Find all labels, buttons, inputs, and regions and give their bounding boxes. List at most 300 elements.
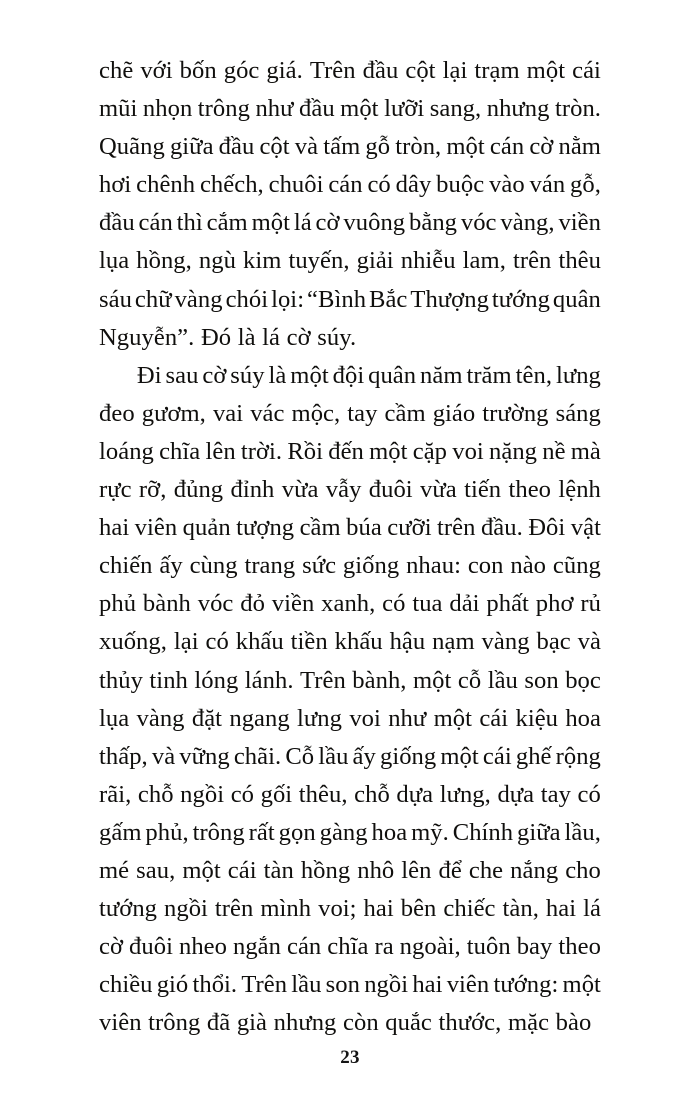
text-line (99, 281, 601, 319)
word: ngắn (232, 933, 281, 961)
word-space (231, 319, 238, 357)
word: nặng (489, 437, 538, 465)
word-space (256, 319, 263, 357)
word: nắng (510, 856, 559, 884)
word: phất (486, 590, 529, 618)
word: một (562, 971, 601, 999)
word: giáo (432, 399, 476, 427)
word: vai (212, 399, 244, 427)
word: loáng (99, 437, 154, 465)
word: hai (99, 514, 130, 542)
word: trông (192, 818, 245, 846)
word: vẫy (325, 476, 362, 504)
word: lụa (99, 247, 130, 275)
word: là (237, 323, 256, 351)
word: nhiễu (400, 247, 456, 275)
word: đầu (99, 209, 135, 237)
word: giống (342, 552, 400, 580)
word: gọn (278, 818, 316, 846)
word: hoa (565, 704, 601, 732)
text-line (99, 700, 601, 738)
word: ra (374, 933, 394, 961)
word: Chính (452, 818, 514, 846)
word: tuôn (466, 933, 511, 961)
word: Trên (300, 666, 346, 694)
paragraph-1 (99, 52, 601, 357)
word: nhô (357, 856, 395, 884)
word: phủ (99, 590, 137, 618)
word: trông (148, 1009, 201, 1037)
word: lại (173, 628, 199, 656)
word: gươm, (141, 399, 206, 427)
word: vác (250, 399, 285, 427)
word: khấu (235, 628, 284, 656)
text-line (99, 662, 601, 700)
word: lóng (194, 666, 239, 694)
word: thì (176, 209, 203, 237)
word: một (251, 209, 290, 237)
word: một (433, 704, 473, 732)
word: cán (328, 171, 363, 199)
word: gàng (319, 818, 368, 846)
word: nhọn (142, 95, 193, 123)
word: vóc (460, 209, 497, 237)
text-line (99, 966, 601, 1004)
text-line (99, 852, 601, 890)
word: sức (302, 552, 337, 580)
word: chãi. (233, 742, 282, 770)
word: hai (412, 971, 443, 999)
text-line (99, 776, 601, 814)
word: vừa (281, 476, 319, 504)
word: mộc, (291, 399, 341, 427)
word: cột (259, 133, 290, 161)
word: trời. (240, 437, 283, 465)
text-line (99, 1004, 601, 1042)
word: hai (545, 895, 577, 923)
word: sáu (99, 285, 132, 313)
word: mé (99, 856, 130, 884)
word: bành (142, 590, 191, 618)
word: búa (346, 514, 382, 542)
word: sáng (555, 399, 601, 427)
word: ngồi (364, 971, 409, 999)
word: hồng, (136, 247, 192, 275)
word: chuôi (268, 171, 324, 199)
word: lại (442, 57, 468, 84)
word-space (311, 319, 318, 357)
word: giữa (517, 818, 561, 846)
word: hai (363, 895, 394, 923)
word: rất (248, 818, 275, 846)
word: tay (540, 780, 571, 808)
word: tướng (491, 285, 550, 313)
word: trăm (466, 361, 512, 389)
text-line (99, 890, 601, 928)
word: một (446, 133, 485, 161)
word: ngang (229, 704, 290, 732)
word: đỉnh (230, 476, 275, 504)
word-space (142, 1004, 149, 1042)
text-line (99, 471, 601, 509)
text-line (99, 242, 601, 280)
word: chếch, (199, 171, 264, 199)
word: sau (165, 361, 199, 389)
word: xuống, (99, 628, 167, 656)
word: một (412, 666, 452, 694)
word: Trên (309, 57, 356, 84)
word: ngù (198, 247, 236, 275)
word: đủng (173, 476, 224, 504)
word: ghế (515, 742, 552, 770)
word: đã (206, 1009, 231, 1037)
word: chẽ (99, 57, 134, 84)
word: voi; (318, 895, 357, 923)
word: sang, (429, 95, 482, 123)
word: đuôi (129, 933, 173, 961)
word: che (468, 856, 504, 884)
word: đầu (299, 95, 335, 123)
word: Rồi (287, 437, 324, 465)
word: nhưng (273, 1009, 337, 1037)
word: lưng, (439, 780, 491, 808)
word: trên (214, 895, 254, 923)
word: tướng: (493, 971, 559, 999)
word-space (379, 1004, 386, 1042)
word-space (549, 1004, 556, 1042)
word: lên (205, 437, 236, 465)
word: lá (262, 323, 281, 351)
word: mình (260, 895, 312, 923)
word-space (230, 1004, 237, 1042)
word: trạm (474, 57, 520, 84)
word: vào (489, 171, 525, 199)
word: cờ (99, 933, 124, 961)
text-line (99, 623, 601, 661)
word: tay (347, 399, 378, 427)
word: Đôi (528, 514, 566, 542)
word: Đó (200, 323, 232, 351)
word-space (432, 1004, 439, 1042)
word: một (290, 361, 329, 389)
word: hoa (371, 818, 408, 846)
word: phơ (535, 590, 574, 618)
word: ấy (352, 742, 376, 770)
word: súy (230, 361, 265, 389)
word: son (325, 971, 360, 999)
word: theo (508, 476, 552, 504)
word: mặc (507, 1009, 550, 1037)
word: khấu (334, 628, 383, 656)
word: là (268, 361, 287, 389)
word: voi (349, 704, 381, 732)
word: vuông (343, 209, 406, 237)
word: tiến (464, 476, 502, 504)
word: trường (482, 399, 549, 427)
word: dải (449, 590, 480, 618)
word: trên (512, 247, 552, 275)
word: và (577, 628, 601, 656)
word: và (294, 133, 319, 161)
word-space (336, 1004, 343, 1042)
word: con (467, 552, 504, 580)
word: gỗ (365, 133, 391, 161)
word: dựa (497, 780, 535, 808)
word: lá (583, 895, 601, 923)
word: cầm (299, 514, 341, 542)
word: tua (412, 590, 443, 618)
word: chữ (134, 285, 172, 313)
word: bay (516, 933, 553, 961)
word: lầu (318, 742, 349, 770)
word: bào (555, 1009, 592, 1037)
word: thấp, (99, 742, 148, 770)
word: hậu (389, 628, 426, 656)
word: viên (134, 514, 178, 542)
word: buộc (436, 171, 485, 199)
word: mỹ. (411, 818, 449, 846)
word: vững (179, 742, 230, 770)
word: cái (479, 704, 509, 732)
word: lọi: (271, 285, 305, 313)
word: lưỡi (384, 95, 425, 123)
word: trên (437, 514, 476, 542)
page-text-block (99, 52, 601, 1042)
word: thước, (438, 1009, 502, 1037)
text-line (99, 319, 601, 357)
word: để (438, 856, 462, 884)
word: có (382, 590, 406, 618)
word: kiệu (515, 704, 559, 732)
word: ấy (159, 552, 183, 580)
word: chĩa (327, 933, 369, 961)
word: như (388, 704, 427, 732)
word: theo (558, 933, 601, 961)
word: thêu, (298, 780, 348, 808)
word: vàng (136, 704, 185, 732)
text-line (99, 928, 601, 966)
word: dựa (396, 780, 434, 808)
word: bạc (536, 628, 571, 656)
text-line (99, 814, 601, 852)
word: rộng (555, 742, 601, 770)
word: quản (182, 514, 231, 542)
word: như (255, 95, 294, 123)
word: gối (260, 780, 293, 808)
text-line (99, 166, 601, 204)
word: cái (572, 57, 601, 84)
word: rỡ, (138, 476, 167, 504)
text-line (99, 433, 601, 471)
word: góc (223, 57, 260, 84)
word: nhau: (406, 552, 461, 580)
word: Trên (241, 971, 288, 999)
word: Quãng (99, 133, 165, 161)
word: chênh (136, 171, 196, 199)
word: ván (529, 171, 566, 199)
word: đuôi (368, 476, 413, 504)
word: chỗ (137, 780, 174, 808)
word: tiền (290, 628, 328, 656)
word: gỗ, (570, 171, 601, 199)
word: ngoài, (399, 933, 461, 961)
word: cờ (529, 133, 554, 161)
word: đội (332, 361, 365, 389)
word: nằm (558, 133, 601, 161)
word: hồng (300, 856, 351, 884)
text-line (99, 509, 601, 547)
word: đầu. (480, 514, 523, 542)
word: đeo (99, 399, 135, 427)
word-space (200, 1004, 207, 1042)
word: tuyến, (288, 247, 350, 275)
word: chiều (99, 971, 153, 999)
word: cột (405, 57, 436, 84)
word: viên (446, 971, 490, 999)
word: cùng (189, 552, 238, 580)
word: cũng (552, 552, 601, 580)
word: cỗ (457, 666, 482, 694)
word: lên (401, 856, 432, 884)
word: tròn, (395, 133, 442, 161)
word: cưỡi (387, 514, 432, 542)
word: già (236, 1009, 268, 1037)
word: sau, (136, 856, 176, 884)
text-line (99, 204, 601, 242)
text-line (99, 395, 601, 433)
word: cặp (412, 437, 448, 465)
word: còn (343, 1009, 379, 1037)
word-space (280, 319, 287, 357)
word: phủ, (145, 818, 189, 846)
word: thổi. (192, 971, 238, 999)
word: lụa (99, 704, 130, 732)
word: chói (225, 285, 269, 313)
page-number: 23 (340, 1047, 360, 1068)
word: với (140, 57, 173, 84)
text-line (99, 128, 601, 166)
word: một (440, 742, 479, 770)
text-line (99, 90, 601, 128)
text-line (99, 52, 601, 90)
word: vật (570, 514, 601, 542)
word: trông (197, 95, 250, 123)
text-line (99, 738, 601, 776)
word: nề (542, 437, 566, 465)
word: cán (287, 933, 322, 961)
word: cờ (315, 209, 340, 237)
word: cắm (206, 209, 248, 237)
word: bằng (409, 209, 458, 237)
word: cờ (286, 323, 311, 351)
word: lầu (487, 666, 518, 694)
word: lam, (462, 247, 506, 275)
word: chiếc (443, 895, 496, 923)
word: chĩa (159, 437, 201, 465)
word: bành, (352, 666, 407, 694)
word: vàng (481, 628, 530, 656)
word: giống (379, 742, 437, 770)
word-space (267, 1004, 274, 1042)
word: viền (271, 590, 315, 618)
word: nào (510, 552, 547, 580)
word: viền (558, 209, 601, 237)
word: hơi (99, 171, 132, 199)
word: ngồi (180, 780, 225, 808)
word: nhưng (486, 95, 550, 123)
word: cái (227, 856, 257, 884)
word: tinh (149, 666, 188, 694)
text-line (99, 547, 601, 585)
word: cho (565, 856, 601, 884)
word: rực (99, 476, 132, 504)
word: thêu (558, 247, 601, 275)
word: tròn. (554, 95, 601, 123)
word: quắc (385, 1009, 432, 1037)
word: lầu (291, 971, 322, 999)
word: gió (156, 971, 189, 999)
word: cờ (202, 361, 227, 389)
word: son (524, 666, 559, 694)
word: lưng (297, 704, 342, 732)
word: mũi (99, 95, 138, 123)
word: tấm (323, 133, 361, 161)
word: rãi, (99, 780, 132, 808)
word: cán (489, 133, 525, 161)
word: tàn (263, 856, 294, 884)
word: vàng, (500, 209, 555, 237)
paragraph-indent (99, 357, 133, 395)
word: có (230, 780, 255, 808)
word: voi (452, 437, 484, 465)
word: rủ (580, 590, 601, 618)
word: ngồi (164, 895, 208, 923)
word: một (526, 57, 566, 84)
word: quân (368, 361, 417, 389)
word: xanh, (321, 590, 376, 618)
word: đỏ (240, 590, 265, 618)
word: nạm (432, 628, 475, 656)
word: lầu, (564, 818, 601, 846)
word: quân (552, 285, 601, 313)
word: có (367, 171, 391, 199)
word: giữa (169, 133, 214, 161)
word: đầu (362, 57, 399, 84)
word: bên (400, 895, 437, 923)
word: súy. (317, 323, 357, 351)
word: một (369, 437, 408, 465)
word: gấm (99, 818, 142, 846)
word-space (501, 1004, 508, 1042)
word: đầu (218, 133, 255, 161)
word: Bắc (369, 285, 408, 313)
word: Nguyễn”. (99, 323, 195, 351)
word: lánh. (244, 666, 294, 694)
word: lệnh (558, 476, 601, 504)
word: lá (293, 209, 312, 237)
word: viên (99, 1009, 142, 1037)
word: một (340, 95, 379, 123)
word: bốn (179, 57, 217, 84)
word-space (194, 319, 201, 357)
word: kim (242, 247, 282, 275)
word: tên, (515, 361, 553, 389)
word: chiến (99, 552, 153, 580)
word: nheo (178, 933, 227, 961)
text-line (99, 357, 601, 395)
word: có (577, 780, 601, 808)
word: năm (420, 361, 463, 389)
